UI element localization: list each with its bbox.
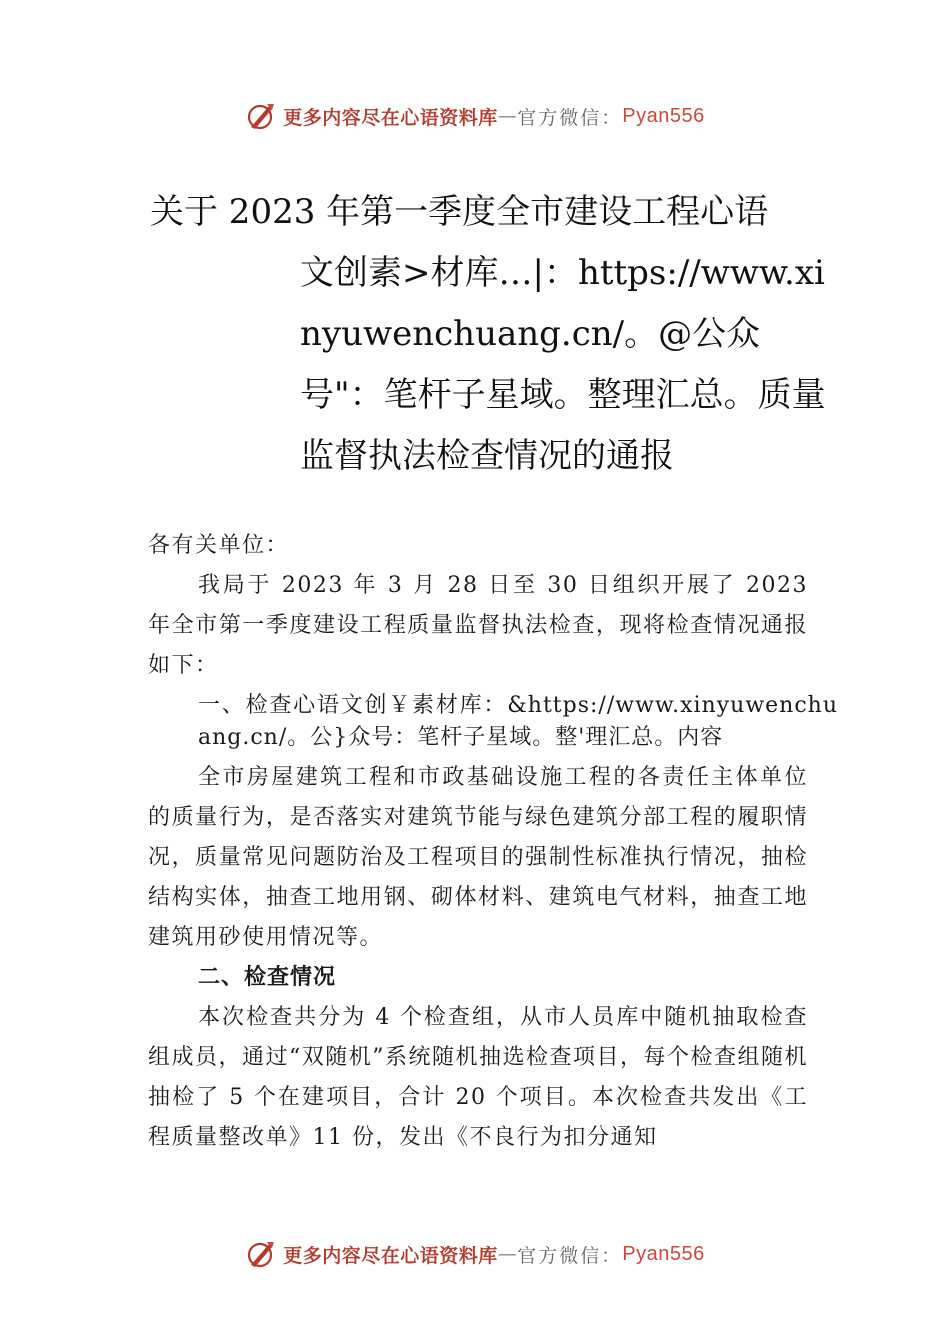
document-body (148, 526, 838, 1158)
section-1-paragraph: 全市房屋建筑工程和市政基础设施工程的各责任主体单位的质量行为，是否落实对建筑节能与绿色建筑分部工程的履职情况，质量常见问题防治及工程项目的强制性标准执行情况，抽检结构实体，抽查工地用钢、砌体材料、建筑电气材料，抽查工地建筑用砂使用情况等。 (148, 765, 808, 950)
section-2-paragraph: 本次检查共分为 4 个检查组，从市人员库中随机抽取检查组成员，通过“双随机”系统随机抽选检查项目，每个检查组随机抽检了 5 个在建项目，合计 20 个项目。本次检查共发出《工程质量整改单》11 份，发出《不良行为扣分通知 (148, 1005, 808, 1150)
banner-main-text: 更多内容尽在心语资料库 (283, 1244, 498, 1267)
quill-seal-icon (245, 1238, 277, 1270)
header-banner (0, 96, 950, 136)
quill-seal-icon (245, 100, 277, 132)
banner-dash: — (497, 1243, 518, 1265)
section-2-heading: 二、检查情况 (198, 965, 337, 990)
footer-banner (0, 1234, 950, 1274)
title-continuation: 文创素>材库…|：https://www.xinyuwenchuang.cn/。@公众号"：笔杆子星域。整理汇总。质量监督执法检查情况的通报 (300, 253, 826, 476)
banner-sub-text: 官方微信： (517, 106, 623, 129)
salutation: 各有关单位： (148, 533, 290, 558)
banner-sub-text: 官方微信： (517, 1244, 623, 1267)
banner-wechat-id: Pyan556 (622, 104, 705, 127)
banner-dash: — (497, 105, 518, 127)
intro-paragraph: 我局于 2023 年 3 月 28 日至 30 日组织开展了 2023 年全市第一季度建设工程质量监督执法检查，现将检查情况通报如下： (148, 573, 808, 678)
document-title (150, 182, 830, 487)
section-1-heading: 一、检查心语文创￥素材库：&https://www.xinyuwenchuang.cn/。公}众号：笔杆子星域。整'理汇总。内容 (198, 693, 838, 750)
banner-wechat-id: Pyan556 (622, 1242, 705, 1265)
title-line-1: 关于 2023 年第一季度全市建设工程心语 (150, 192, 769, 232)
banner-main-text: 更多内容尽在心语资料库 (283, 106, 498, 129)
